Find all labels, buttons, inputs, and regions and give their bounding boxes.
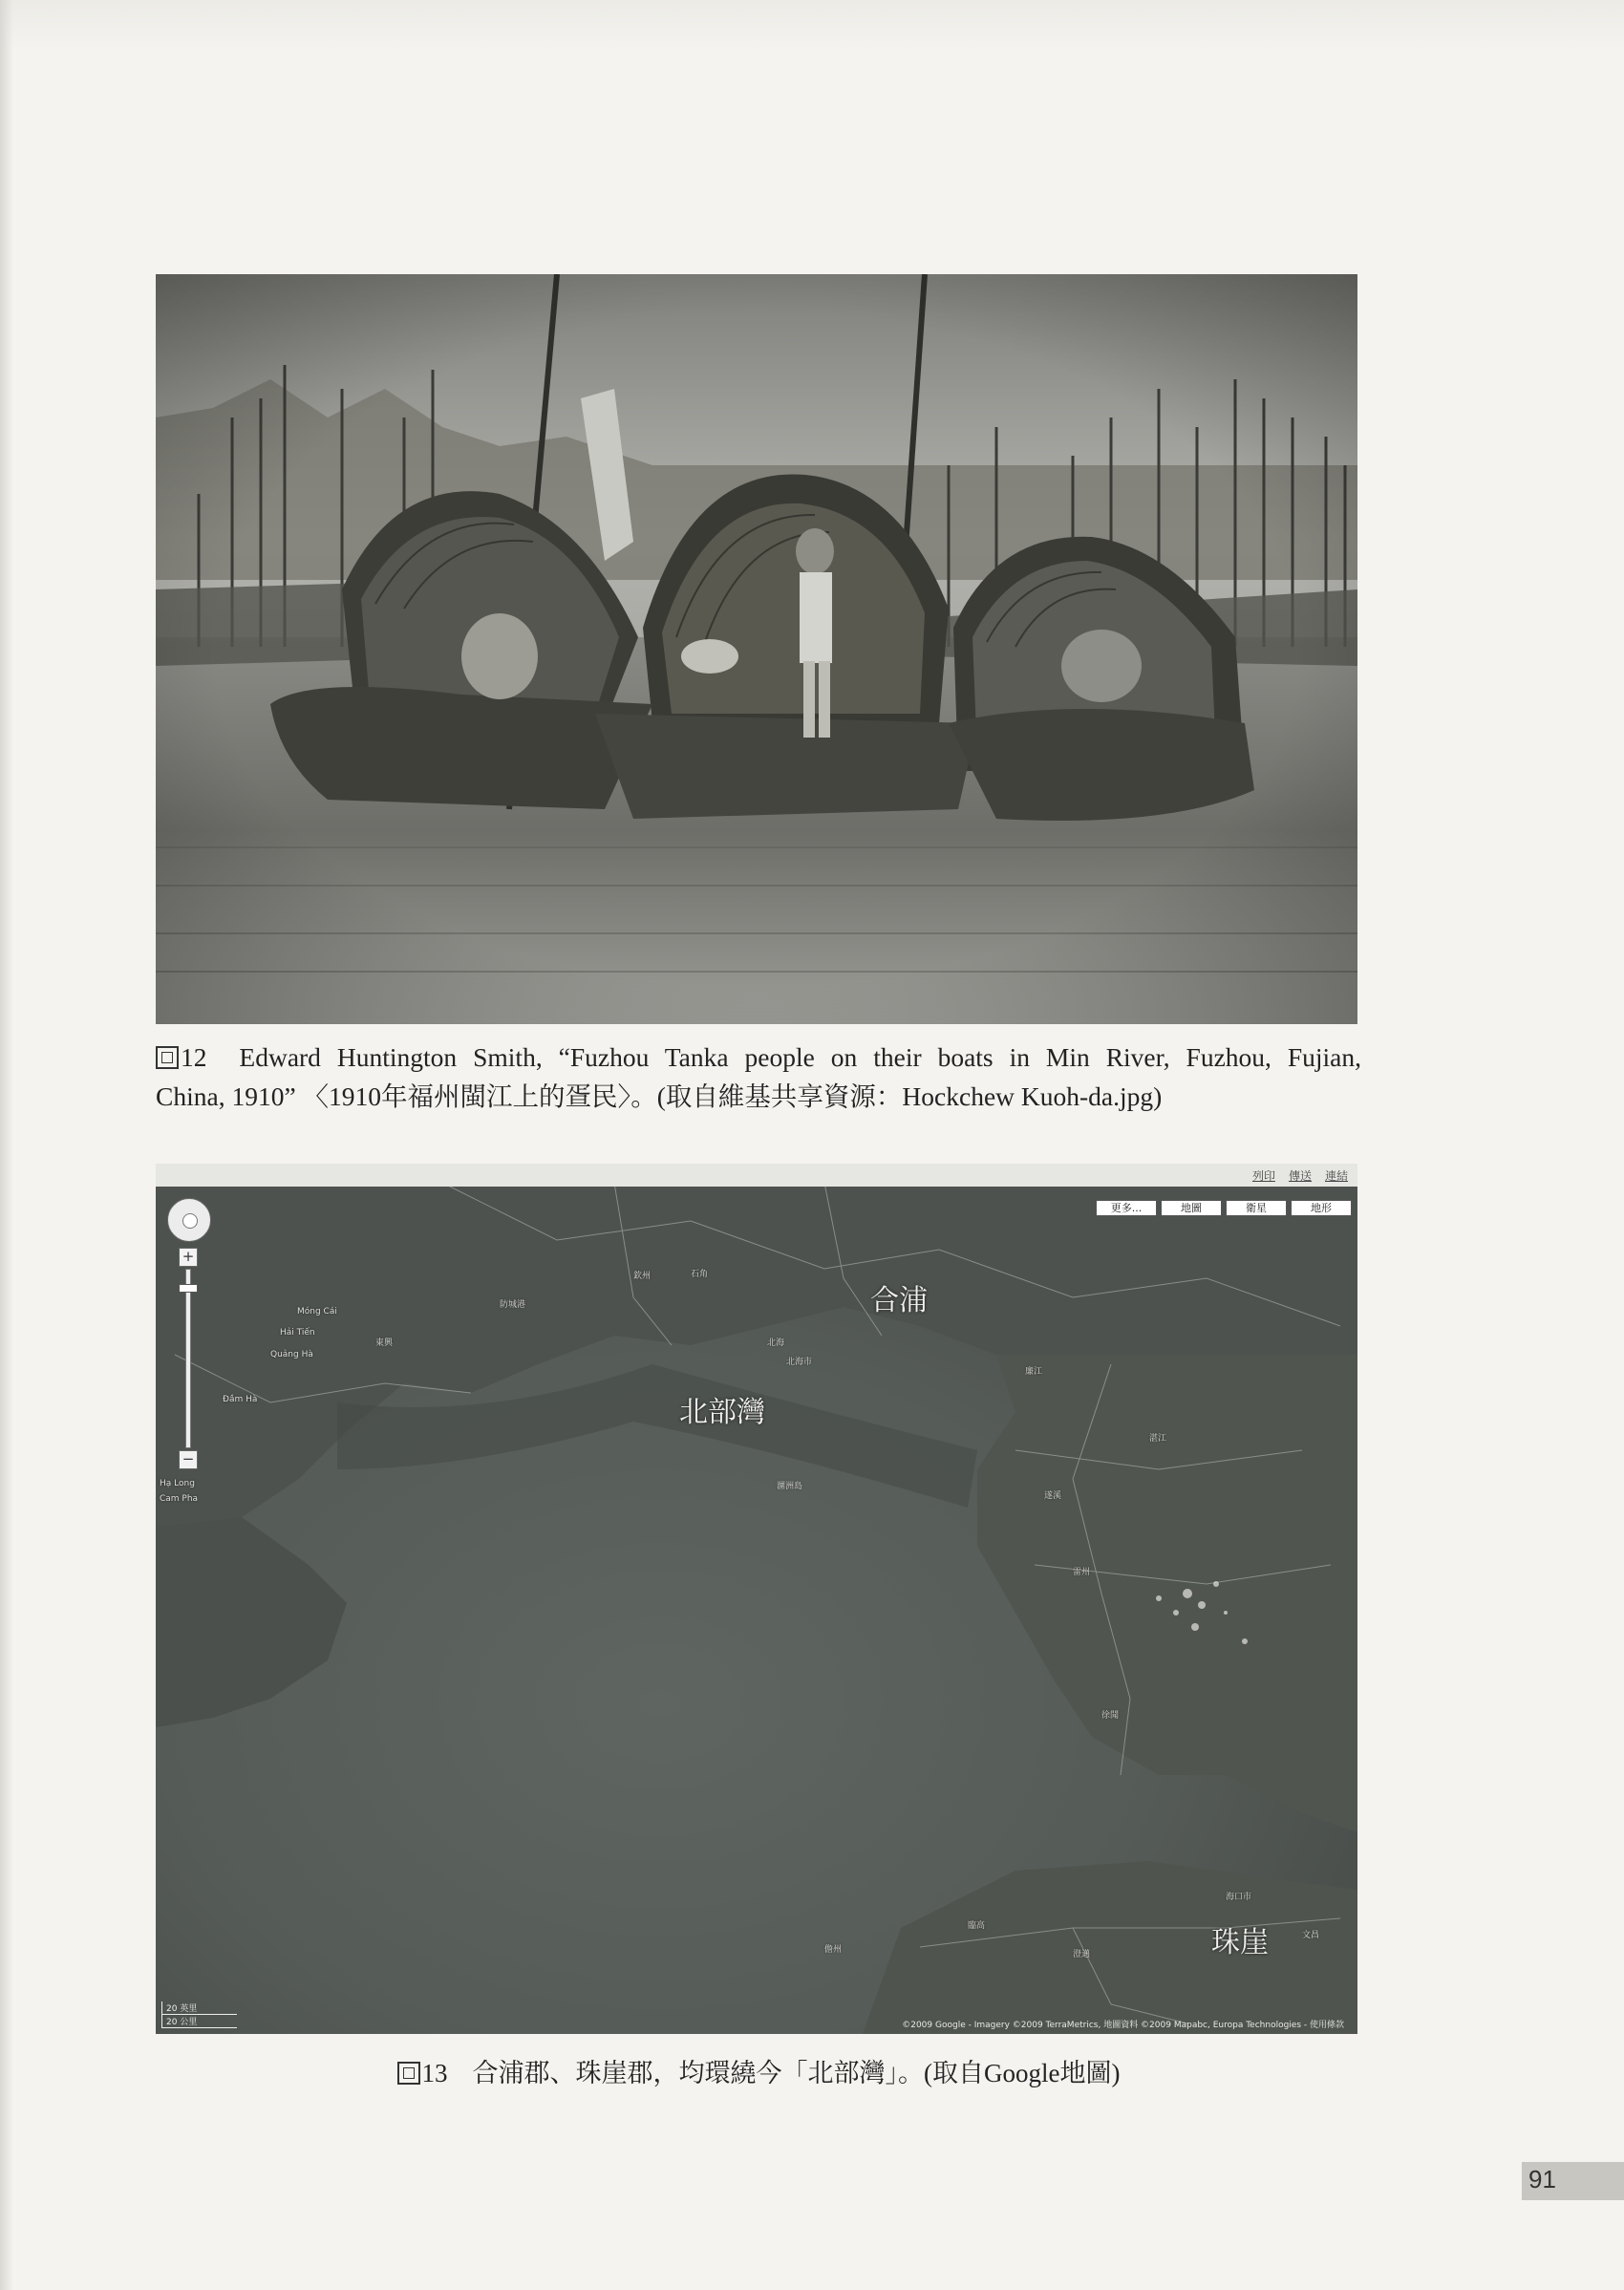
- place-label: Cam Pha: [160, 1494, 199, 1504]
- place-label: 文昌: [1302, 1931, 1320, 1940]
- link-link[interactable]: 連結: [1324, 1169, 1348, 1183]
- figure-mark-icon: [397, 2062, 420, 2085]
- place-label: 遂溪: [1044, 1491, 1062, 1501]
- pan-control-icon[interactable]: [167, 1198, 211, 1242]
- zoom-in-button[interactable]: +: [179, 1248, 198, 1267]
- place-label: Hạ Long: [160, 1479, 195, 1488]
- figure13-number: 13: [421, 2059, 448, 2087]
- place-label: 東興: [375, 1338, 394, 1348]
- figure13-caption-text: 合浦郡、珠崖郡，均環繞今「北部灣」。(取自Google地圖): [472, 2059, 1121, 2087]
- more-button[interactable]: 更多...: [1096, 1200, 1157, 1216]
- place-label: 石角: [691, 1270, 709, 1279]
- place-label: 北海市: [786, 1358, 813, 1367]
- print-link[interactable]: 列印: [1251, 1169, 1275, 1183]
- page-top-band: [0, 0, 1624, 50]
- zoom-slider-track[interactable]: [185, 1269, 191, 1448]
- place-label: 北海: [767, 1338, 785, 1348]
- place-label: 欽州: [633, 1272, 652, 1281]
- place-label: 防城港: [500, 1300, 526, 1310]
- place-label: Đầm Hà: [223, 1395, 258, 1404]
- page-left-shadow: [0, 0, 13, 2290]
- place-label: 雷州: [1073, 1568, 1091, 1577]
- terrain-view-button[interactable]: 地形: [1291, 1200, 1352, 1216]
- place-label: Hải Tiến: [280, 1328, 315, 1338]
- map-attribution: ©2009 Google - Imagery ©2009 TerraMetrics, 地圖資料 ©2009 Mapabc, Europa Technologies - 使用條款: [902, 2021, 1344, 2030]
- map-scale-bar: [161, 2001, 237, 2028]
- send-link[interactable]: 傳送: [1288, 1169, 1312, 1183]
- satellite-view-button[interactable]: 衛星: [1226, 1200, 1287, 1216]
- gulf-of-tonkin-map: [156, 1164, 1357, 2034]
- figure12-caption-line1: [156, 1038, 1361, 1077]
- scale-km: 20 公里: [161, 2015, 237, 2028]
- tanka-boats-photo: [156, 274, 1357, 1024]
- place-label: 儋州: [824, 1945, 843, 1955]
- map-top-bar: [156, 1164, 1357, 1187]
- figure12-caption: [156, 1038, 1361, 1116]
- map-type-buttons: [1096, 1200, 1352, 1216]
- place-label: 臨高: [968, 1921, 986, 1931]
- figure12-number: 12: [181, 1042, 207, 1072]
- zoom-out-button[interactable]: −: [179, 1450, 198, 1469]
- place-label: 澄邁: [1073, 1950, 1091, 1959]
- map-links: [1252, 1167, 1348, 1184]
- place-label: 廉江: [1025, 1367, 1043, 1377]
- gulf-map-label: 北部灣: [679, 1396, 765, 1429]
- figure-mark-icon: [156, 1046, 179, 1069]
- figure12-caption-text1: Edward Huntington Smith, “Fuzhou Tanka people on their boats in Min River, Fuzhou, Fujian,: [239, 1042, 1361, 1072]
- map-view-button[interactable]: 地圖: [1161, 1200, 1222, 1216]
- scale-miles: 20 英里: [161, 2001, 237, 2015]
- figure13-caption: [156, 2054, 1361, 2092]
- place-label: Quảng Hà: [270, 1350, 313, 1359]
- place-label: Móng Cái: [297, 1307, 337, 1316]
- place-label: 潿洲島: [777, 1482, 803, 1491]
- place-label: 徐聞: [1101, 1711, 1120, 1721]
- page-number: 91: [1528, 2165, 1556, 2194]
- place-label: 湛江: [1149, 1434, 1167, 1444]
- place-label: 海口市: [1226, 1893, 1252, 1902]
- hepu-map-label: 合浦: [870, 1284, 928, 1317]
- zhuya-map-label: 珠崖: [1211, 1926, 1269, 1959]
- zoom-slider-thumb[interactable]: [179, 1284, 198, 1293]
- figure12-caption-line2: China, 1910” 〈1910年福州閩江上的疍民〉。(取自維基共享資源：Hockchew Kuoh-da.jpg): [156, 1081, 1163, 1111]
